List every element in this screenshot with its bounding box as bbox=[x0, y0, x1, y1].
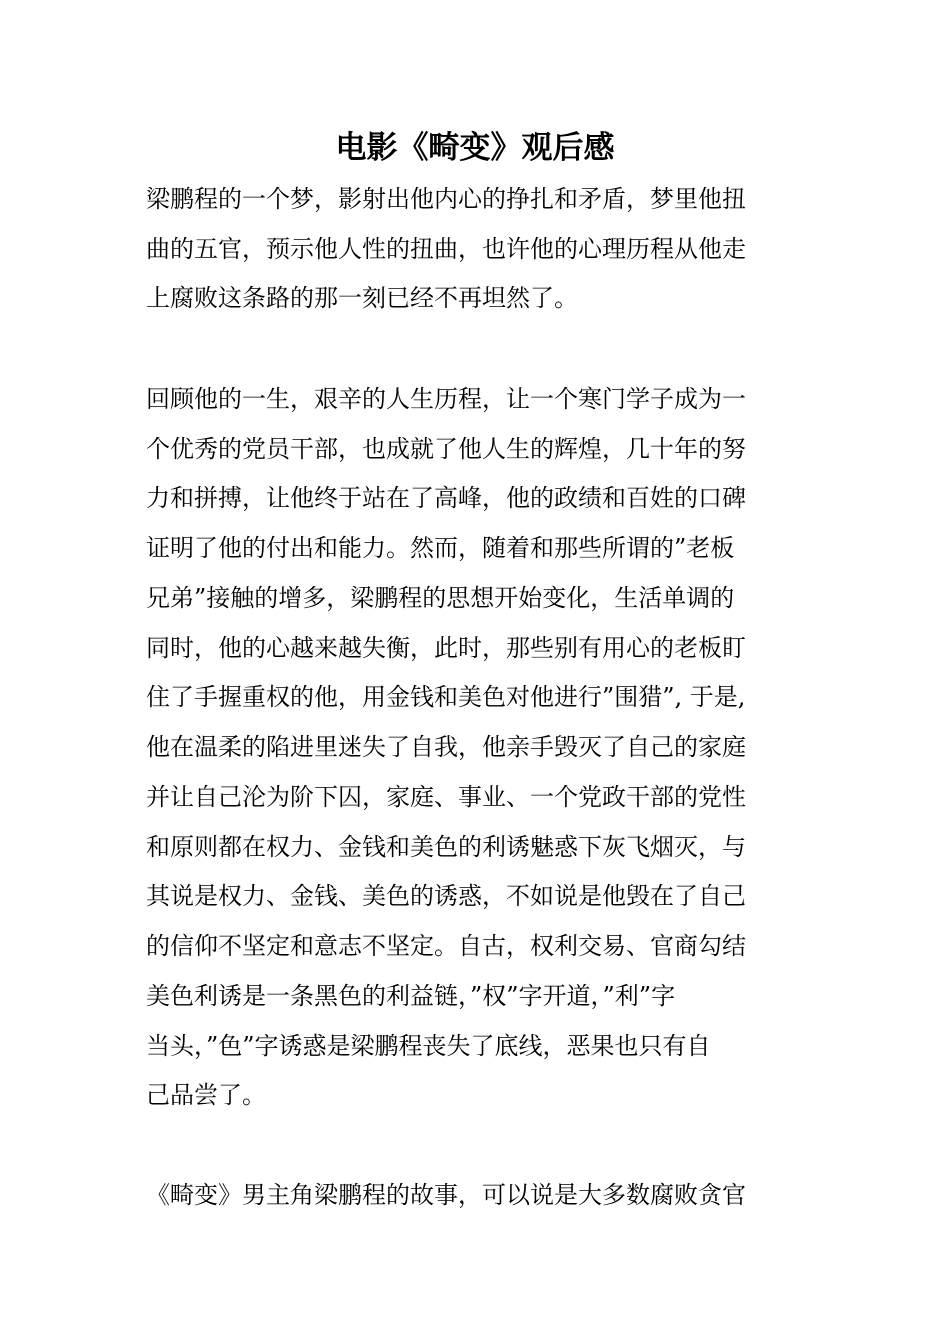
paragraph-line: 和原则都在权力、金钱和美色的利诱魅惑下灰飞烟灭，与 bbox=[146, 833, 746, 861]
paragraph-line: 当头，”色”字诱惑是梁鹏程丧失了底线，恶果也只有自 bbox=[146, 1032, 711, 1060]
document-title: 电影《畸变》观后感 bbox=[335, 130, 615, 166]
paragraph-line: 同时，他的心越来越失衡，此时，那些别有用心的老板盯 bbox=[146, 634, 746, 662]
paragraph-line: 己品尝了。 bbox=[146, 1081, 266, 1109]
paragraph-line: 他在温柔的陷进里迷失了自我，他亲手毁灭了自己的家庭 bbox=[146, 733, 746, 761]
paragraph-line: 的信仰不坚定和意志不坚定。自古，权利交易、官商勾结 bbox=[146, 932, 746, 960]
paragraph-line: 上腐败这条路的那一刻已经不再坦然了。 bbox=[146, 284, 578, 312]
paragraph-line: 曲的五官，预示他人性的扭曲，也许他的心理历程从他走 bbox=[146, 235, 746, 263]
paragraph-line: 住了手握重权的他，用金钱和美色对他进行”围猎”, 于是, bbox=[146, 683, 746, 711]
paragraph-line: 回顾他的一生，艰辛的人生历程，让一个寒门学子成为一 bbox=[146, 385, 746, 413]
paragraph-line: 其说是权力、金钱、美色的诱惑，不如说是他毁在了自己 bbox=[146, 882, 746, 910]
paragraph-line: 证明了他的付出和能力。然而，随着和那些所谓的”老板 bbox=[146, 534, 735, 562]
paragraph-line: 力和拼搏，让他终于站在了高峰，他的政绩和百姓的口碑 bbox=[146, 484, 746, 512]
paragraph-line: 《畸变》男主角梁鹏程的故事，可以说是大多数腐败贪官 bbox=[146, 1181, 746, 1209]
paragraph-line: 并让自己沦为阶下囚，家庭、事业、一个党政干部的党性 bbox=[146, 783, 746, 811]
paragraph-line: 梁鹏程的一个梦，影射出他内心的挣扎和矛盾，梦里他扭 bbox=[146, 185, 746, 213]
paragraph-line: 美色利诱是一条黑色的利益链，”权”字开道，”利”字 bbox=[146, 982, 676, 1010]
paragraph-line: 个优秀的党员干部，也成就了他人生的辉煌，几十年的努 bbox=[146, 435, 746, 463]
paragraph-line: 兄弟”接触的增多，梁鹏程的思想开始变化，生活单调的 bbox=[146, 584, 735, 612]
